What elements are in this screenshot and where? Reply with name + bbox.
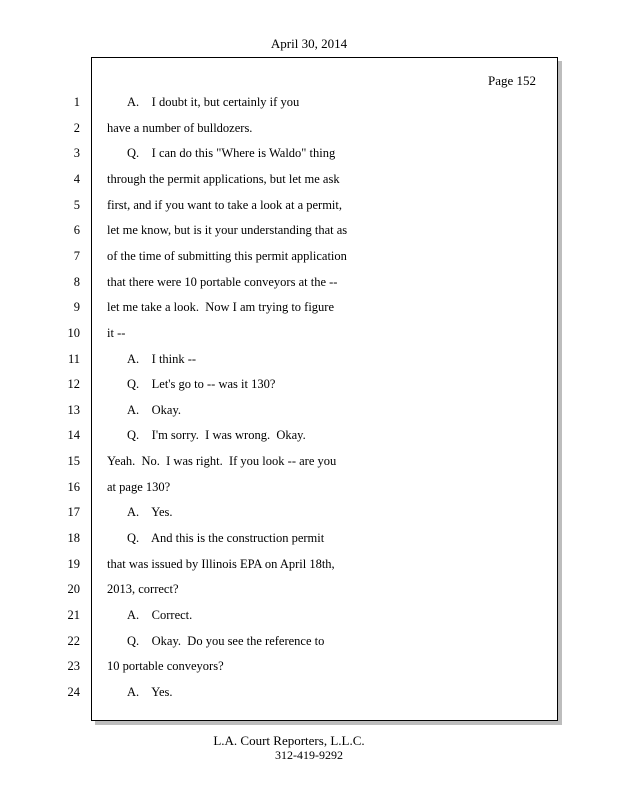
footer-company: L.A. Court Reporters, L.L.C.: [213, 733, 365, 748]
line-number: 17: [67, 505, 80, 519]
footer-phone: 312-419-9292: [275, 748, 343, 762]
transcript-line: through the permit applications, but let me ask: [107, 172, 340, 186]
line-number: 23: [67, 659, 80, 673]
transcript-line: that there were 10 portable conveyors at the --: [107, 275, 338, 289]
transcript-line: A. Yes.: [127, 505, 173, 519]
transcript-line: Q. I'm sorry. I was wrong. Okay.: [127, 428, 306, 442]
page-number: Page 152: [487, 73, 536, 88]
transcript-line: Q. Let's go to -- was it 130?: [127, 377, 276, 391]
line-number: 21: [67, 608, 80, 622]
transcript-line: 10 portable conveyors?: [107, 659, 224, 673]
transcript-line: that was issued by Illinois EPA on April 18th,: [107, 557, 335, 571]
transcript-line: A. I doubt it, but certainly if you: [127, 95, 300, 109]
header-date: April 30, 2014: [270, 36, 348, 51]
line-number: 5: [73, 198, 80, 212]
transcript-line: it --: [107, 326, 126, 340]
transcript-line: Q. And this is the construction permit: [127, 531, 325, 545]
line-number: 11: [67, 352, 80, 366]
transcript-line: Q. I can do this "Where is Waldo" thing: [127, 146, 336, 160]
line-number: 8: [73, 275, 80, 289]
line-number: 12: [67, 377, 80, 391]
line-number: 9: [73, 300, 80, 314]
transcript-line: let me know, but is it your understanding that as: [107, 223, 348, 237]
line-number: 24: [67, 685, 80, 699]
transcript-line: at page 130?: [107, 480, 171, 494]
line-number: 15: [67, 454, 80, 468]
line-number: 10: [67, 326, 80, 340]
line-number: 7: [73, 249, 80, 263]
line-number: 2: [73, 121, 80, 135]
transcript-line: A. Yes.: [127, 685, 173, 699]
line-number: 18: [67, 531, 80, 545]
line-number: 16: [67, 480, 80, 494]
transcript-line: Yeah. No. I was right. If you look -- are you: [107, 454, 337, 468]
transcript-line: A. I think --: [127, 352, 197, 366]
transcript-line: Q. Okay. Do you see the reference to: [127, 634, 325, 648]
line-number: 1: [73, 95, 80, 109]
line-number: 13: [67, 403, 80, 417]
transcript-line: let me take a look. Now I am trying to figure: [107, 300, 335, 314]
line-number: 14: [67, 428, 80, 442]
line-number: 20: [67, 582, 80, 596]
transcript-line: A. Okay.: [127, 403, 182, 417]
line-number: 6: [73, 223, 80, 237]
line-number: 22: [67, 634, 80, 648]
transcript-line: first, and if you want to take a look at a permit,: [107, 198, 343, 212]
line-number: 3: [73, 146, 80, 160]
line-number: 19: [67, 557, 80, 571]
transcript-line: of the time of submitting this permit application: [107, 249, 347, 263]
line-number: 4: [73, 172, 80, 186]
transcript-line: have a number of bulldozers.: [107, 121, 253, 135]
transcript-line: A. Correct.: [127, 608, 193, 622]
transcript-line: 2013, correct?: [107, 582, 179, 596]
